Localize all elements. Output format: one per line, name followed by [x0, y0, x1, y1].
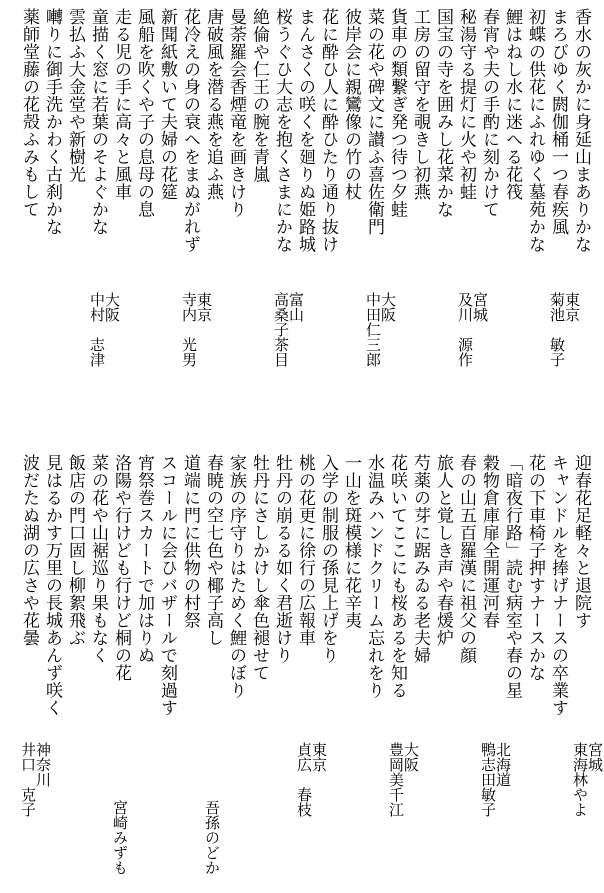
haiku-line: 飯店の門口固し柳絮飛ぶ	[65, 454, 85, 647]
author-credit	[572, 742, 602, 817]
author-name: 井口 克子	[19, 742, 37, 817]
haiku-line: キャンドルを捧げナースの卒業す	[548, 454, 568, 717]
haiku-line: 花に酔ひ人に酔ひたり通り抜け	[318, 8, 338, 253]
haiku-line: 秘湯守る提灯に火や初蛙	[456, 8, 476, 201]
haiku-line: 花の下車椅子押すナースかな	[525, 454, 545, 682]
author-place: 大阪	[402, 742, 420, 772]
haiku-line: 水温みハンドクリーム忘れをり	[364, 454, 384, 699]
haiku-line: 雲払ふ大金堂や新樹光	[65, 8, 85, 183]
author-name: 豊岡美千江	[387, 742, 405, 817]
author-credit	[20, 742, 50, 817]
haiku-line: 迎春花足軽々と退院す	[571, 454, 591, 629]
haiku-line: 貨車の類繋ぎ発つ待つ夕蛙	[387, 8, 407, 218]
haiku-line: 香水の灰かに身延山まありかな	[571, 8, 591, 253]
haiku-line: 新聞紙敷いて夫婦の花筵	[157, 8, 177, 201]
haiku-line: 宵祭巻スカートで加はりぬ	[134, 454, 154, 664]
haiku-line: 初蝶の供花にふれゆく墓苑かな	[525, 8, 545, 253]
haiku-line: 穀物倉庫扉全開運河春	[479, 454, 499, 629]
author-name: 寺内 光男	[180, 292, 198, 367]
haiku-line: 入学の制服の孫見上げをり	[318, 454, 338, 664]
author-place: 富山	[287, 292, 305, 322]
haiku-line: 風船を吹くや子の息母の息	[134, 8, 154, 218]
author-name: 貞広 春枝	[295, 742, 313, 817]
author-name: 中田仁三郎	[364, 292, 382, 367]
author-credit	[457, 292, 487, 367]
haiku-line: 道端に門に供物の村祭	[180, 454, 200, 629]
author-credit	[480, 742, 510, 817]
author-name: 高桑子茶目	[272, 292, 290, 367]
haiku-line: 菜の花や山裾巡り果もなく	[88, 454, 108, 664]
haiku-line: 家族の序守りはためく鯉のぼり	[226, 454, 246, 699]
author-credit	[89, 292, 119, 367]
haiku-line: 春の山五百羅漢に祖父の顔	[456, 454, 476, 664]
haiku-line: 見はるかす万里の長城あんず咲く	[42, 454, 62, 717]
author-place: 北海道	[494, 742, 512, 787]
haiku-line: 走る児の手に高々と風車	[111, 8, 131, 201]
author-credit	[181, 292, 211, 367]
haiku-line: 一山を斑模様に花辛夷	[341, 454, 361, 629]
haiku-line: 菜の花や碑文に讃ふ喜佐衛門	[364, 8, 384, 236]
haiku-line: 牡丹にさしかけし傘色褪せて	[249, 454, 269, 682]
author-place: 東京	[310, 742, 328, 772]
haiku-line: 囀りに御手洗かわく古刹かな	[42, 8, 62, 236]
haiku-line: 彼岸会に親鸞像の竹の杖	[341, 8, 361, 201]
author-place: 宮城	[471, 292, 489, 322]
haiku-line: スコールに会ひバザールで刻過す	[157, 454, 177, 717]
haiku-line: 洛陽や行けども行けど桐の花	[111, 454, 131, 682]
haiku-line: 桃の花更に徐行の広報車	[295, 454, 315, 647]
haiku-line: 工房の留守を覗きし初燕	[410, 8, 430, 201]
author-name: 鴨志田敏子	[479, 742, 497, 817]
author-name: 菊池 敏子	[548, 292, 566, 367]
haiku-line: 春暁の空七色や椰子高し	[203, 454, 223, 647]
haiku-line: 牡丹の崩るる如く君逝けり	[272, 454, 292, 664]
haiku-line: 唐破風を潜る燕を追ふ燕	[203, 8, 223, 201]
haiku-line: 旅人と覚しき声や春煖炉	[433, 454, 453, 647]
author-name: 東海林やよ	[571, 742, 589, 817]
author-place: 東京	[195, 292, 213, 322]
haiku-line: 薬師堂藤の花殻ふみもして	[19, 8, 39, 218]
author-credit	[204, 800, 219, 875]
haiku-line: まんさくの咲くを廻りぬ姫路城	[295, 8, 315, 253]
haiku-line: まろびゆく閼伽桶一つ春疾風	[548, 8, 568, 236]
author-credit	[296, 742, 326, 817]
author-name: 吾孫のどか	[203, 800, 221, 875]
haiku-line: 芍薬の芽に踞みゐる老夫婦	[410, 454, 430, 664]
haiku-line: 花咲いてここにも桜あるを知る	[387, 454, 407, 699]
haiku-line: 鯉はねし水に迷へる花筏	[502, 8, 522, 201]
author-credit	[112, 800, 127, 875]
author-credit	[549, 292, 579, 367]
author-name: 及川 源作	[456, 292, 474, 367]
haiku-line: 波だたぬ湖の広さや花曇	[19, 454, 39, 647]
author-place: 大阪	[379, 292, 397, 322]
haiku-line: 国宝の寺を囲みし花菜かな	[433, 8, 453, 218]
author-place: 大阪	[103, 292, 121, 322]
author-credit	[273, 292, 303, 367]
author-place: 宮城	[586, 742, 604, 772]
author-name: 宮崎みずも	[111, 800, 129, 875]
haiku-line: 曼荼羅会香煙竜を画きけり	[226, 8, 246, 218]
author-place: 神奈川	[34, 742, 52, 787]
haiku-line: 春宵や夫の手酌に刻かけて	[479, 8, 499, 218]
haiku-line: 桜うぐひ大志を抱くさまにかな	[272, 8, 292, 253]
author-place: 東京	[563, 292, 581, 322]
author-name: 中村 志津	[88, 292, 106, 367]
haiku-line: 花冷えの身の衰へをまぬがれず	[180, 8, 200, 253]
author-credit	[365, 292, 395, 367]
author-credit	[388, 742, 418, 817]
haiku-line: 絶倫や仁王の腕を青嵐	[249, 8, 269, 183]
haiku-line: 童描く窓に若葉のそよぐかな	[88, 8, 108, 236]
haiku-line: 「暗夜行路」読む病室や春の星	[502, 454, 522, 699]
